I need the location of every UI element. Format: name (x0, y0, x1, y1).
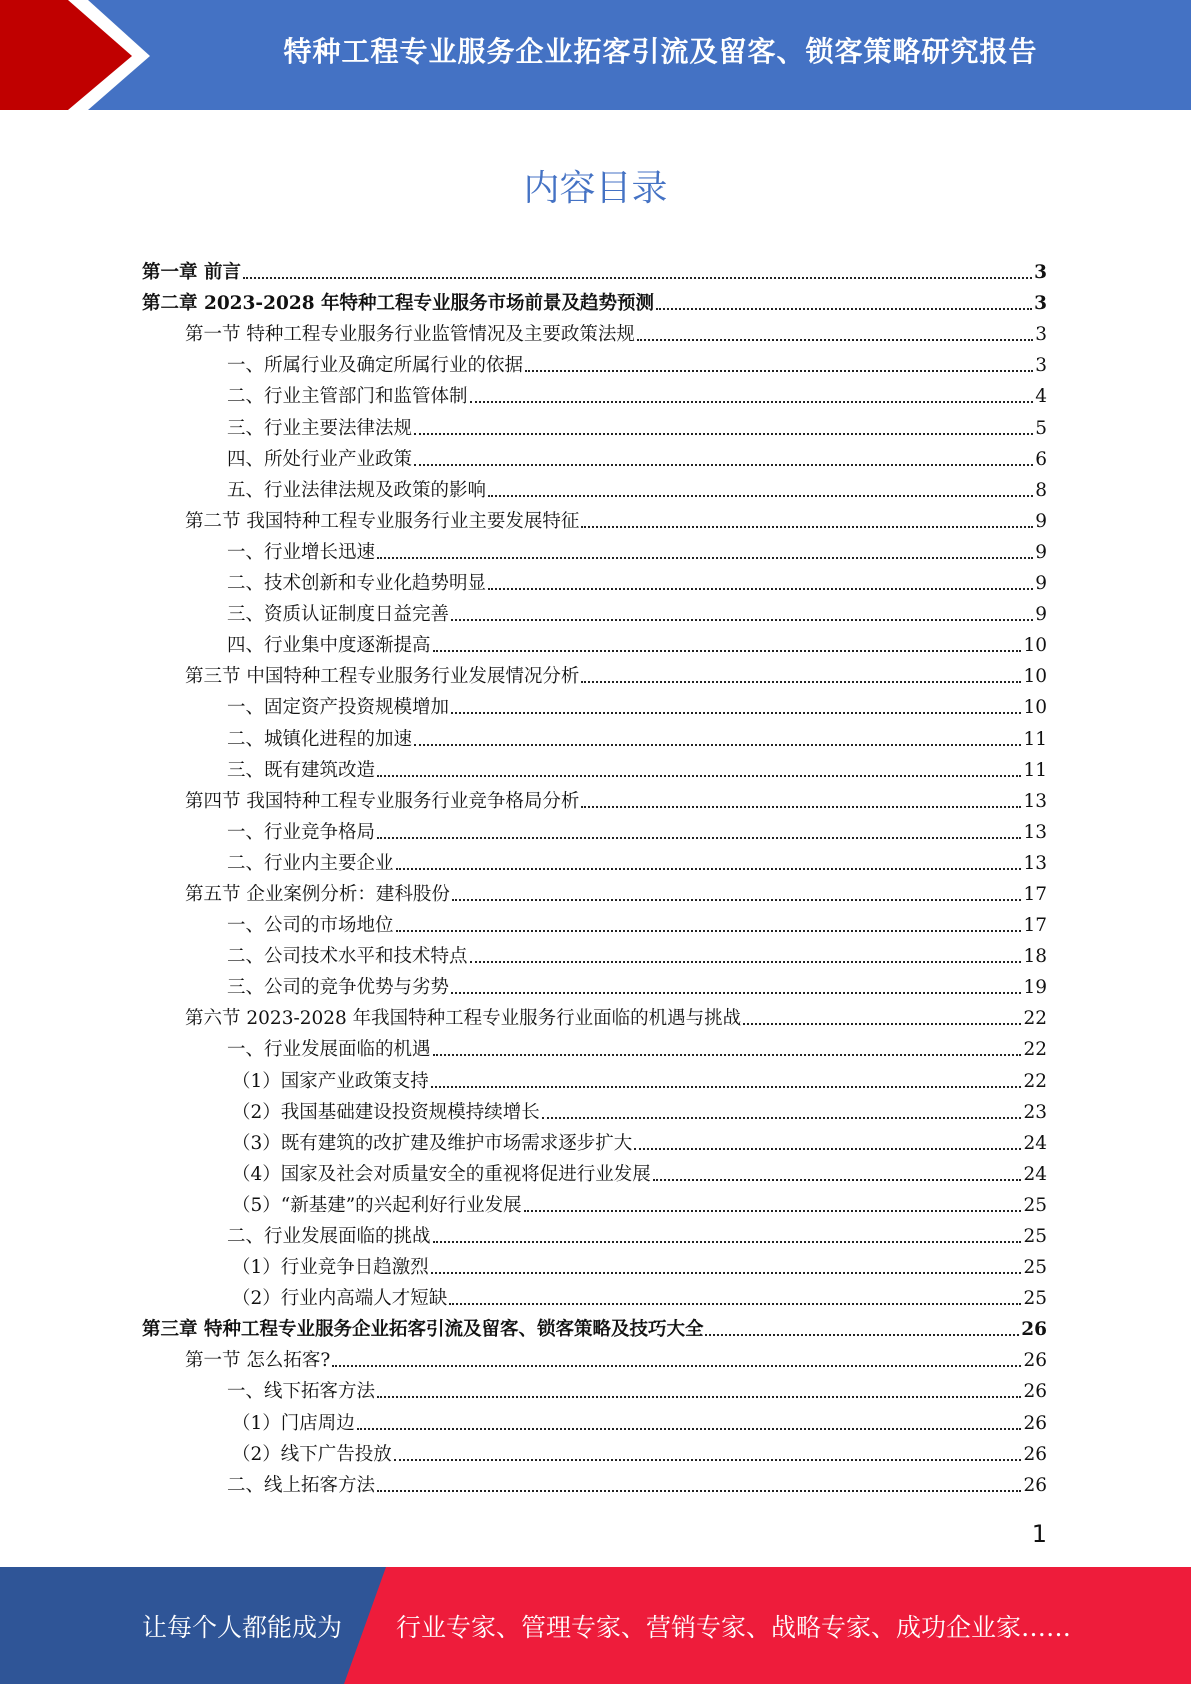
toc-entry-label: 二、城镇化进程的加速 (227, 728, 413, 750)
toc-leader-dots (451, 711, 1021, 714)
toc-entry-page: 11 (1023, 728, 1047, 750)
toc-entry[interactable] (142, 1436, 1047, 1467)
toc-leader-dots (653, 1178, 1022, 1181)
toc-entry[interactable] (142, 627, 1047, 658)
toc-leader-dots (431, 1085, 1022, 1088)
toc-entry[interactable] (142, 907, 1047, 938)
toc-entry[interactable] (142, 596, 1047, 627)
toc-entry-label: 第一章 前言 (142, 262, 241, 284)
toc-leader-dots (525, 369, 1033, 372)
toc-leader-dots (357, 1427, 1022, 1430)
toc-leader-dots (488, 587, 1033, 590)
toc-leader-dots (431, 1271, 1022, 1274)
toc-entry-label: （2）我国基础建设投资规模持续增长 (232, 1101, 540, 1123)
toc-entry[interactable] (142, 689, 1047, 720)
toc-entry[interactable] (142, 1218, 1047, 1249)
footer-slogan-left: 让每个人都能成为 (142, 1612, 343, 1642)
toc-entry-label: （2）线下广告投放 (232, 1443, 392, 1465)
toc-entry-label: （1）行业竞争日趋激烈 (232, 1257, 429, 1279)
toc-entry-label: 第一节 怎么拓客? (185, 1350, 331, 1372)
toc-entry-label: （1）国家产业政策支持 (232, 1070, 429, 1092)
toc-entry-page: 13 (1023, 852, 1047, 874)
toc-entry-label: 二、行业主管部门和监管体制 (227, 386, 468, 408)
toc-entry-page: 10 (1023, 635, 1047, 657)
toc-entry[interactable] (142, 316, 1047, 347)
toc-entry-label: （1）门店周边 (232, 1412, 355, 1434)
toc-entry-page: 23 (1023, 1101, 1047, 1123)
toc-entry-page: 25 (1023, 1226, 1047, 1247)
toc-leader-dots (705, 1333, 1019, 1336)
toc-leader-dots (452, 898, 1022, 901)
toc-leader-dots (634, 1147, 1021, 1150)
toc-entry[interactable] (142, 378, 1047, 409)
toc-entry-label: 三、行业主要法律法规 (227, 417, 413, 439)
toc-entry-label: 一、行业发展面临的机遇 (227, 1039, 431, 1061)
toc-leader-dots (332, 1364, 1021, 1367)
toc-entry-label: 四、所处行业产业政策 (227, 448, 413, 470)
toc-leader-dots (396, 929, 1022, 932)
toc-entry-label: 第五节 企业案例分析：建科股份 (185, 883, 450, 905)
toc-entry-page: 4 (1035, 386, 1047, 408)
toc-entry-label: 二、行业内主要企业 (227, 852, 394, 874)
toc-entry[interactable] (142, 1062, 1047, 1093)
toc-entry-label: 第六节 2023-2028 年我国特种工程专业服务行业面临的机遇与挑战 (185, 1008, 742, 1030)
toc-entry[interactable] (142, 938, 1047, 969)
toc-entry[interactable] (142, 1125, 1047, 1156)
toc-entry-page: 26 (1023, 1474, 1047, 1496)
toc-leader-dots (637, 338, 1033, 341)
toc-leader-dots (743, 1022, 1021, 1025)
toc-leader-dots (433, 649, 1022, 652)
report-title: 特种工程专业服务企业拓客引流及留客、锁客策略研究报告 (283, 35, 1038, 68)
toc-entry-label: 一、公司的市场地位 (227, 915, 394, 937)
toc-entry[interactable] (142, 1187, 1047, 1218)
toc-leader-dots (656, 307, 1032, 310)
page-number: 1 (1031, 1520, 1047, 1548)
toc-entry-label: 一、所属行业及确定所属行业的依据 (227, 355, 524, 377)
toc-entry-label: 一、线下拓客方法 (227, 1381, 376, 1403)
toc-leader-dots (581, 525, 1033, 528)
toc-entry[interactable] (142, 658, 1047, 689)
toc-leader-dots (581, 680, 1021, 683)
toc-entry-page: 11 (1023, 759, 1047, 781)
toc-entry-page: 25 (1023, 1288, 1047, 1310)
toc-entry-page: 25 (1023, 1257, 1047, 1279)
toc-chapter-entry[interactable] (142, 285, 1047, 316)
toc-entry-label: 一、行业竞争格局 (227, 821, 376, 843)
toc-leader-dots (243, 276, 1032, 279)
toc-leader-dots (414, 743, 1021, 746)
toc-entry-label: 二、技术创新和专业化趋势明显 (227, 573, 487, 595)
toc-entry[interactable] (142, 1249, 1047, 1280)
toc-entry[interactable] (142, 347, 1047, 378)
toc-heading: 内容目录 (523, 168, 668, 209)
toc-entry[interactable] (142, 441, 1047, 472)
toc-entry[interactable] (142, 409, 1047, 440)
toc-entry-label: 第三节 中国特种工程专业服务行业发展情况分析 (185, 666, 580, 688)
toc-leader-dots (394, 1458, 1022, 1461)
toc-entry[interactable] (142, 845, 1047, 876)
toc-entry-label: 四、行业集中度逐渐提高 (227, 635, 431, 657)
toc-entry-page: 3 (1035, 324, 1047, 346)
toc-entry[interactable] (142, 565, 1047, 596)
toc-entry-page: 9 (1035, 510, 1047, 532)
toc-leader-dots (433, 1240, 1022, 1243)
toc-entry[interactable] (142, 1094, 1047, 1125)
toc-entry-label: 第一节 特种工程专业服务行业监管情况及主要政策法规 (185, 324, 635, 346)
toc-entry-label: 二、行业发展面临的挑战 (227, 1226, 431, 1247)
toc-leader-dots (470, 400, 1034, 403)
toc-entry-page: 18 (1023, 946, 1047, 968)
toc-leader-dots (414, 463, 1033, 466)
toc-entry-page: 9 (1035, 573, 1047, 595)
toc-entry-page: 24 (1023, 1163, 1047, 1185)
toc-entry-label: 二、公司技术水平和技术特点 (227, 946, 468, 968)
toc-leader-dots (377, 836, 1021, 839)
toc-entry-label: 三、既有建筑改造 (227, 759, 376, 781)
toc-entry-page: 17 (1023, 883, 1047, 905)
toc-entry-page: 6 (1035, 448, 1047, 470)
toc-leader-dots (377, 556, 1033, 559)
toc-leader-dots (414, 432, 1033, 435)
toc-entry-page: 22 (1023, 1070, 1047, 1092)
toc-entry-label: 第二节 我国特种工程专业服务行业主要发展特征 (185, 510, 580, 532)
toc-leader-dots (433, 1053, 1022, 1056)
toc-entry[interactable] (142, 1156, 1047, 1187)
toc-entry[interactable] (142, 1280, 1047, 1311)
toc-entry-label: 第三章 特种工程专业服务企业拓客引流及留客、锁客策略及技巧大全 (142, 1319, 704, 1341)
toc-entry-page: 3 (1034, 262, 1047, 284)
toc-entry-page: 3 (1035, 355, 1047, 377)
header-banner (0, 0, 1191, 110)
toc-entry[interactable] (142, 1342, 1047, 1373)
toc-leader-dots (524, 1209, 1022, 1212)
toc-entry-page: 9 (1035, 604, 1047, 626)
toc-leader-dots (470, 960, 1022, 963)
toc-entry-label: 二、线上拓客方法 (227, 1474, 376, 1496)
toc-entry-page: 13 (1023, 790, 1047, 812)
toc-entry-page: 25 (1023, 1194, 1047, 1216)
toc-entry[interactable] (142, 1000, 1047, 1031)
toc-entry-page: 22 (1023, 1039, 1047, 1061)
toc-entry-label: 一、固定资产投资规模增加 (227, 697, 450, 719)
toc-leader-dots (396, 867, 1022, 870)
toc-entry[interactable] (142, 472, 1047, 503)
toc-entry-page: 26 (1023, 1381, 1047, 1403)
toc-entry-page: 26 (1023, 1350, 1047, 1372)
toc-chapter-entry[interactable] (142, 1311, 1047, 1342)
toc-entry-label: 一、行业增长迅速 (227, 541, 376, 563)
toc-entry-page: 26 (1023, 1443, 1047, 1465)
toc-entry[interactable] (142, 783, 1047, 814)
toc-entry-page: 13 (1023, 821, 1047, 843)
toc-entry-page: 26 (1021, 1319, 1047, 1341)
toc-entry-page: 9 (1035, 541, 1047, 563)
toc-entry-page: 19 (1023, 977, 1047, 999)
toc-entry-label: （2）行业内高端人才短缺 (232, 1288, 448, 1310)
toc-entry-label: 三、公司的竞争优势与劣势 (227, 977, 450, 999)
toc-entry[interactable] (142, 1467, 1047, 1498)
toc-entry-page: 17 (1023, 915, 1047, 937)
table-of-contents (142, 254, 1047, 1498)
toc-entry-label: 五、行业法律法规及政策的影响 (227, 479, 487, 501)
toc-entry[interactable] (142, 503, 1047, 534)
toc-entry-page: 22 (1023, 1008, 1047, 1030)
toc-leader-dots (377, 774, 1021, 777)
toc-entry[interactable] (142, 1031, 1047, 1062)
toc-entry-page: 10 (1023, 697, 1047, 719)
toc-entry-label: 第四节 我国特种工程专业服务行业竞争格局分析 (185, 790, 580, 812)
toc-entry[interactable] (142, 534, 1047, 565)
footer-slogan-right: 行业专家、管理专家、营销专家、战略专家、成功企业家…… (396, 1612, 1072, 1642)
toc-leader-dots (451, 991, 1021, 994)
toc-entry-page: 26 (1023, 1412, 1047, 1434)
toc-entry[interactable] (142, 969, 1047, 1000)
footer-banner (0, 1567, 1191, 1684)
toc-entry-page: 5 (1035, 417, 1047, 439)
toc-entry-label: （3）既有建筑的改扩建及维护市场需求逐步扩大 (232, 1132, 633, 1154)
toc-entry[interactable] (142, 814, 1047, 845)
toc-entry[interactable] (142, 876, 1047, 907)
toc-leader-dots (542, 1116, 1022, 1119)
toc-chapter-entry[interactable] (142, 254, 1047, 285)
toc-entry[interactable] (142, 1373, 1047, 1404)
toc-leader-dots (449, 1302, 1021, 1305)
toc-entry[interactable] (142, 720, 1047, 751)
toc-entry-page: 24 (1023, 1132, 1047, 1154)
toc-entry-page: 3 (1034, 293, 1047, 315)
toc-leader-dots (488, 494, 1033, 497)
toc-leader-dots (451, 618, 1033, 621)
toc-entry[interactable] (142, 1404, 1047, 1435)
toc-entry-label: 三、资质认证制度日益完善 (227, 604, 450, 626)
toc-leader-dots (581, 805, 1021, 808)
toc-entry-page: 8 (1035, 479, 1047, 501)
toc-leader-dots (377, 1395, 1021, 1398)
toc-entry-label: （5）“新基建”的兴起利好行业发展 (232, 1194, 522, 1216)
toc-entry-label: （4）国家及社会对质量安全的重视将促进行业发展 (232, 1163, 651, 1185)
toc-leader-dots (377, 1489, 1021, 1492)
toc-entry-page: 10 (1023, 666, 1047, 688)
toc-entry-label: 第二章 2023-2028 年特种工程专业服务市场前景及趋势预测 (142, 293, 655, 315)
toc-entry[interactable] (142, 752, 1047, 783)
